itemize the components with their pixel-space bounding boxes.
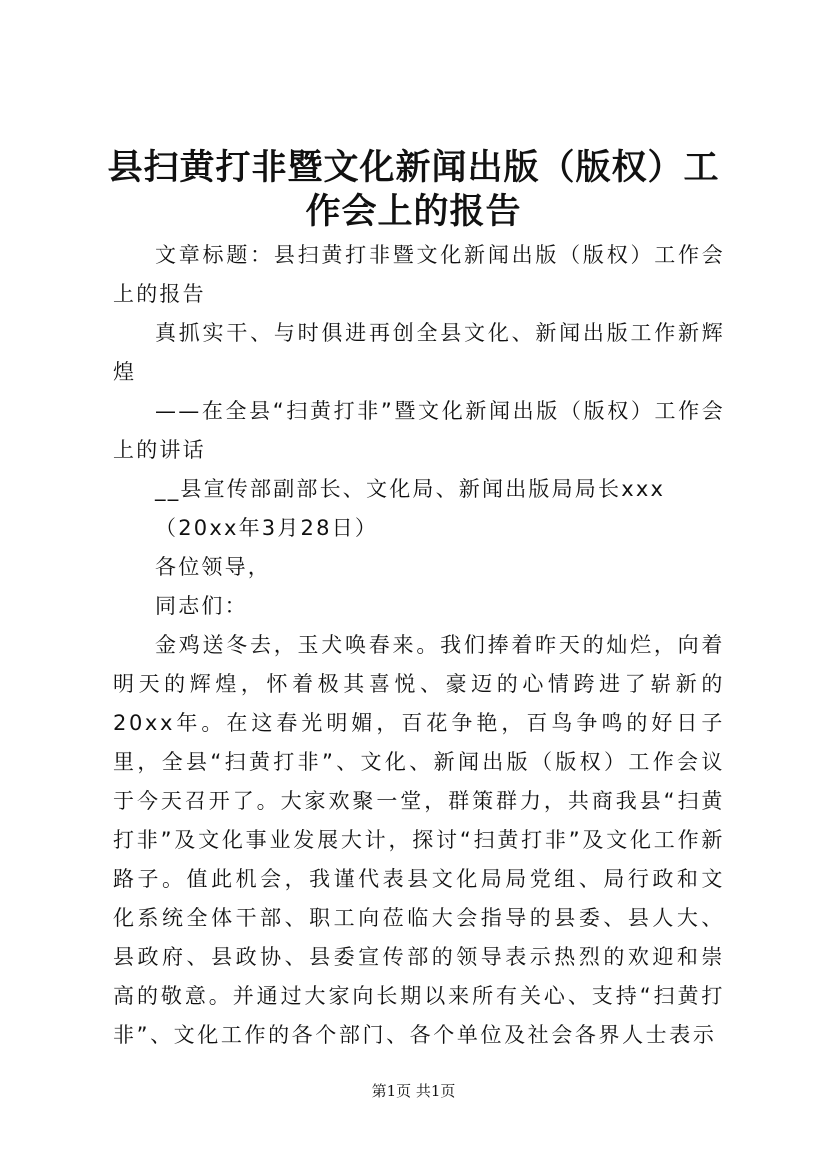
date-line: （20xx年3月28日）: [155, 516, 379, 540]
greeting-leaders: 各位领导，: [155, 555, 271, 579]
speech-heading: 真抓实干、与时俱进再创全县文化、新闻出版工作新辉煌: [113, 321, 725, 384]
greeting-comrades: 同志们：: [155, 594, 248, 618]
document-title: 县扫黄打非暨文化新闻出版（版权）工作会上的报告: [107, 147, 720, 232]
speaker-line: __县宣传部副部长、文化局、新闻出版局局长xxx: [155, 477, 666, 501]
article-title-line: 文章标题：县扫黄打非暨文化新闻出版（版权）工作会上的报告: [113, 243, 725, 306]
body-paragraph: 金鸡送冬去，玉犬唤春来。我们捧着昨天的灿烂，向着明天的辉煌，怀着极其喜悦、豪迈的心情跨进了崭新的20xx年。在这春光明媚，百花争艳，百鸟争鸣的好日子里，全县“扫黄打非”、文化、新闻出版（版权）工作会议于今天召开了。大家欢聚一堂，群策群力，共商我县“扫黄打非”及文化事业发展大计，探讨“扫黄打非”及文化工作新路子。值此机会，我谨代表县文化局局党组、局行政和文化系统全体干部、职工向莅临大会指导的县委、县人大、县政府、县政协、县委宣传部的领导表示热烈的欢迎和崇高的敬意。并通过大家向长期以来所有关心、支持“扫黄打非”、文化工作的各个部门、各个单位及社会各界人士表示: [113, 633, 725, 1047]
page-number-footer: 第1页 共1页: [371, 1082, 456, 1100]
speech-subheading: ——在全县“扫黄打非”暨文化新闻出版（版权）工作会上的讲话: [113, 399, 725, 462]
document-body: [113, 236, 725, 1055]
